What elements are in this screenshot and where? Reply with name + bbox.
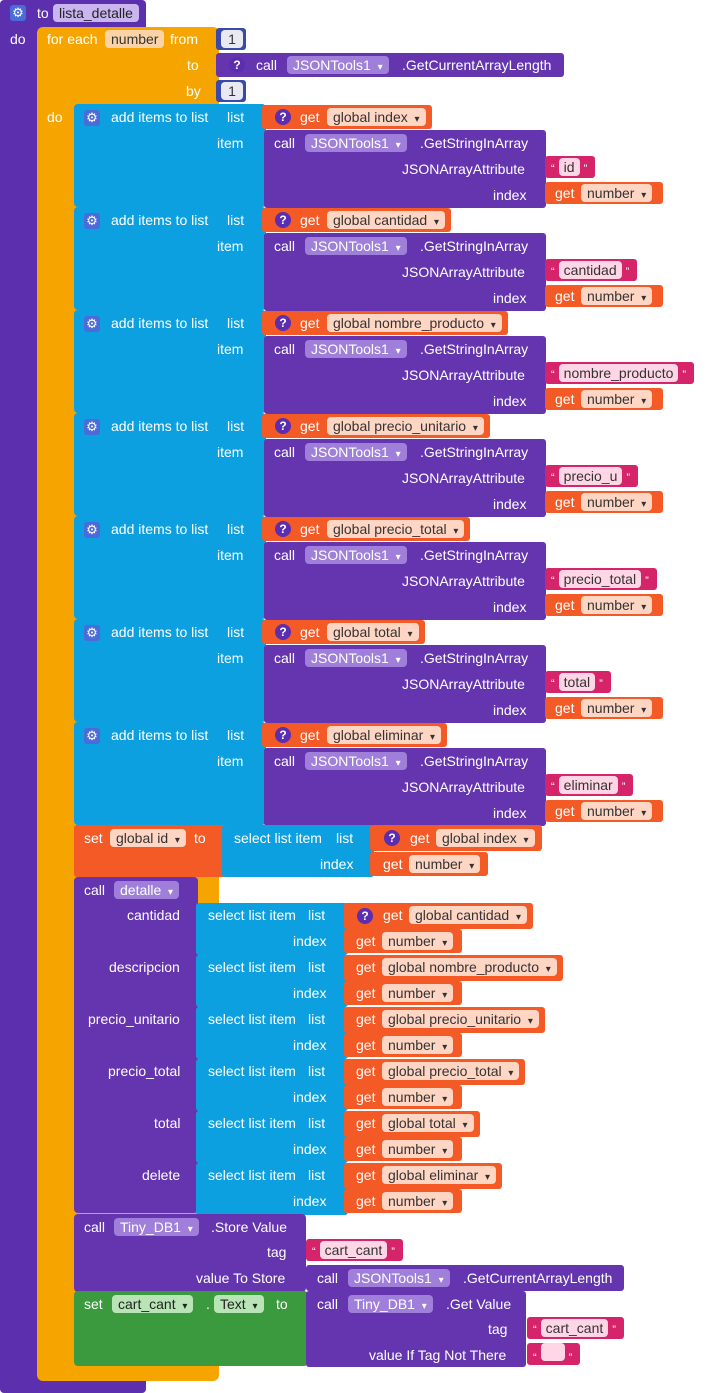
not-there-label: value If Tag Not There	[369, 1347, 507, 1363]
help-icon[interactable]: ?	[229, 57, 245, 73]
gear-icon[interactable]: ⚙	[84, 728, 100, 744]
open-quote: “	[533, 1324, 537, 1336]
text-string	[551, 362, 686, 384]
gear-icon[interactable]: ⚙	[10, 5, 26, 21]
select-label: select list item	[208, 1167, 296, 1183]
string-value[interactable]: id	[559, 158, 580, 176]
global-var-dropdown[interactable]: global precio_unitario ▾	[382, 1010, 539, 1028]
call-label: call	[317, 1270, 339, 1286]
component-dropdown[interactable]: Tiny_DB1 ▾	[348, 1295, 433, 1313]
number-dropdown[interactable]: number ▾	[382, 984, 453, 1002]
set-label: set	[84, 1296, 103, 1312]
open-quote: “	[551, 163, 555, 175]
string-value[interactable]: precio_u	[559, 467, 623, 485]
attribute-label: JSONArrayAttribute	[402, 264, 525, 280]
call-label: call	[274, 547, 296, 563]
close-quote: ”	[682, 369, 687, 381]
get-label: get	[555, 803, 575, 819]
method-label: .Store Value	[211, 1219, 288, 1235]
procedure-dropdown[interactable]: detalle ▾	[114, 881, 179, 899]
get-label: get	[555, 185, 575, 201]
number-dropdown[interactable]: number ▾	[581, 699, 652, 717]
number-dropdown[interactable]: number ▾	[581, 184, 652, 202]
index-label: index	[293, 1141, 327, 1157]
text-string	[533, 1317, 616, 1339]
get-label: get	[356, 1193, 376, 1209]
for-each-label: for each	[47, 31, 98, 47]
item-label: item	[217, 444, 244, 460]
method-label: .GetStringInArray	[420, 547, 529, 563]
method-label: .GetStringInArray	[420, 238, 529, 254]
number-dropdown[interactable]: number ▾	[382, 932, 453, 950]
get-label: get	[410, 830, 430, 846]
param-label: descripcion	[109, 959, 180, 975]
gear-icon[interactable]: ⚙	[84, 213, 100, 229]
call-label: call	[274, 444, 296, 460]
open-quote: “	[551, 781, 555, 793]
index-label: index	[293, 1089, 327, 1105]
global-var-dropdown[interactable]: global precio_total ▾	[327, 520, 464, 538]
global-var-dropdown[interactable]: global nombre_producto ▾	[382, 958, 557, 976]
gear-icon[interactable]: ⚙	[84, 419, 100, 435]
param-label: total	[154, 1115, 181, 1131]
select-label: select list item	[208, 1115, 296, 1131]
method-label: .GetStringInArray	[420, 444, 529, 460]
get-label: get	[383, 907, 403, 923]
get-label: get	[356, 959, 376, 975]
open-quote: “	[551, 472, 555, 484]
number-dropdown[interactable]: number ▾	[382, 1036, 453, 1054]
get-label: get	[300, 212, 320, 228]
method-label: .GetCurrentArrayLength	[402, 57, 552, 73]
component-dropdown[interactable]: JSONTools1 ▾	[305, 752, 407, 770]
open-quote: “	[312, 1246, 316, 1258]
text-string	[551, 156, 587, 178]
get-label: get	[555, 700, 575, 716]
global-var-dropdown[interactable]: global precio_total ▾	[382, 1062, 519, 1080]
close-quote: ”	[583, 163, 588, 175]
global-var-dropdown[interactable]: global cantidad ▾	[409, 906, 527, 924]
string-value[interactable]: cart_cant	[320, 1241, 388, 1259]
component-dropdown[interactable]: JSONTools1 ▾	[305, 649, 407, 667]
select-label: select list item	[208, 1063, 296, 1079]
select-label: select list item	[208, 1011, 296, 1027]
list-label: list	[227, 624, 245, 640]
list-label: list	[308, 1167, 326, 1183]
text-string	[551, 465, 630, 487]
help-icon[interactable]: ?	[275, 109, 291, 125]
string-value[interactable]: cantidad	[559, 261, 622, 279]
index-label: index	[293, 1193, 327, 1209]
text-string	[551, 568, 649, 590]
get-label: get	[300, 521, 320, 537]
gear-icon[interactable]: ⚙	[84, 522, 100, 538]
close-quote: ”	[612, 1324, 616, 1336]
index-label: index	[493, 805, 527, 821]
open-quote: “	[551, 678, 555, 690]
from-label: from	[170, 31, 198, 47]
component-dropdown[interactable]: JSONTools1 ▾	[305, 340, 407, 358]
open-quote: “	[551, 575, 555, 587]
method-label: .GetStringInArray	[420, 135, 529, 151]
index-label: index	[493, 496, 527, 512]
index-label: index	[293, 1037, 327, 1053]
close-quote: ”	[568, 1352, 573, 1364]
global-var-dropdown[interactable]: global id ▾	[110, 829, 186, 847]
call-label: call	[256, 57, 278, 73]
method-label: .GetStringInArray	[420, 753, 529, 769]
list-label: list	[308, 959, 326, 975]
number-dropdown[interactable]: number ▾	[382, 1088, 453, 1106]
do-label: do	[10, 31, 26, 47]
help-icon[interactable]: ?	[275, 315, 291, 331]
gear-icon[interactable]: ⚙	[84, 625, 100, 641]
attribute-label: JSONArrayAttribute	[402, 470, 525, 486]
attribute-label: JSONArrayAttribute	[402, 573, 525, 589]
select-label: select list item	[208, 907, 296, 923]
component-dropdown[interactable]: JSONTools1 ▾	[305, 134, 407, 152]
call-label: call	[274, 341, 296, 357]
index-label: index	[320, 856, 354, 872]
global-var-dropdown[interactable]: global total ▾	[382, 1114, 474, 1132]
list-label: list	[308, 1115, 326, 1131]
get-label: get	[356, 1141, 376, 1157]
do-label: do	[47, 109, 63, 125]
get-label: get	[356, 1115, 376, 1131]
index-label: index	[293, 985, 327, 1001]
open-quote: “	[551, 266, 555, 278]
to-label: to	[37, 5, 49, 21]
get-label: get	[300, 109, 320, 125]
method-label: .GetStringInArray	[420, 341, 529, 357]
text-string	[533, 1343, 572, 1365]
list-label: list	[227, 212, 245, 228]
global-var-dropdown[interactable]: global total ▾	[327, 623, 419, 641]
get-label: get	[356, 933, 376, 949]
open-quote: “	[533, 1352, 537, 1364]
index-label: index	[493, 599, 527, 615]
list-label: list	[227, 521, 245, 537]
close-quote: ”	[645, 575, 649, 587]
open-quote: “	[551, 369, 555, 381]
help-icon[interactable]: ?	[275, 418, 291, 434]
get-label: get	[555, 494, 575, 510]
component-dropdown[interactable]: JSONTools1 ▾	[305, 546, 407, 564]
gear-icon[interactable]: ⚙	[84, 316, 100, 332]
item-label: item	[217, 238, 244, 254]
list-label: list	[308, 1063, 326, 1079]
close-quote: ”	[599, 678, 603, 690]
get-label: get	[300, 315, 320, 331]
item-label: item	[217, 650, 244, 666]
add-items-label: add items to list	[111, 109, 209, 125]
item-label: item	[217, 135, 244, 151]
param-label: delete	[142, 1167, 181, 1183]
help-icon[interactable]: ?	[384, 830, 400, 846]
string-value[interactable]: precio_total	[559, 570, 641, 588]
get-label: get	[356, 1167, 376, 1183]
global-var-dropdown[interactable]: global eliminar ▾	[327, 726, 441, 744]
close-quote: ”	[621, 781, 626, 793]
number-dropdown[interactable]: number ▾	[382, 1192, 453, 1210]
string-value[interactable]: eliminar	[559, 776, 618, 794]
add-items-label: add items to list	[111, 418, 209, 434]
call-label: call	[274, 753, 296, 769]
gear-icon[interactable]: ⚙	[84, 110, 100, 126]
number-dropdown[interactable]: number ▾	[581, 596, 652, 614]
index-label: index	[493, 187, 527, 203]
method-label: .Get Value	[446, 1296, 512, 1312]
close-quote: ”	[391, 1246, 395, 1258]
list-label: list	[308, 907, 326, 923]
component-dropdown[interactable]: JSONTools1 ▾	[348, 1269, 450, 1287]
string-value[interactable]: nombre_producto	[559, 364, 679, 382]
string-value[interactable]: total	[559, 673, 595, 691]
get-label: get	[356, 1089, 376, 1105]
number-dropdown[interactable]: number ▾	[581, 287, 652, 305]
number-dropdown[interactable]: number ▾	[382, 1140, 453, 1158]
attribute-label: JSONArrayAttribute	[402, 676, 525, 692]
text-string	[551, 774, 625, 796]
item-label: item	[217, 753, 244, 769]
text-string	[551, 671, 603, 693]
param-label: cantidad	[127, 907, 180, 923]
index-label: index	[493, 290, 527, 306]
select-label: select list item	[208, 959, 296, 975]
by-label: by	[186, 83, 201, 99]
global-var-dropdown[interactable]: global index ▾	[327, 108, 426, 126]
number-dropdown[interactable]: number ▾	[409, 855, 480, 873]
item-label: item	[217, 547, 244, 563]
get-label: get	[555, 288, 575, 304]
string-value[interactable]: cart_cant	[541, 1319, 609, 1337]
number-dropdown[interactable]: number ▾	[581, 390, 652, 408]
get-label: get	[555, 597, 575, 613]
by-number-value[interactable]: 1	[221, 82, 243, 100]
get-label: get	[356, 1011, 376, 1027]
get-label: get	[300, 624, 320, 640]
global-var-dropdown[interactable]: global nombre_producto ▾	[327, 314, 502, 332]
help-icon[interactable]: ?	[275, 624, 291, 640]
from-number-value[interactable]: 1	[221, 30, 243, 48]
help-icon[interactable]: ?	[275, 212, 291, 228]
param-label: precio_unitario	[88, 1011, 180, 1027]
component-dropdown[interactable]: cart_cant ▾	[112, 1295, 193, 1313]
get-label: get	[356, 1063, 376, 1079]
component-dropdown[interactable]: JSONTools1 ▾	[305, 443, 407, 461]
add-items-label: add items to list	[111, 315, 209, 331]
index-label: index	[493, 393, 527, 409]
help-icon[interactable]: ?	[357, 908, 373, 924]
text-string	[551, 259, 629, 281]
set-label: set	[84, 830, 103, 846]
call-label: call	[274, 650, 296, 666]
call-label: call	[274, 135, 296, 151]
item-label: item	[217, 341, 244, 357]
list-label: list	[308, 1011, 326, 1027]
close-quote: ”	[626, 472, 631, 484]
list-label: list	[336, 830, 354, 846]
get-label: get	[356, 1037, 376, 1053]
text-string	[312, 1239, 395, 1261]
close-quote: ”	[625, 266, 630, 278]
call-label: call	[84, 882, 106, 898]
add-items-label: add items to list	[111, 624, 209, 640]
number-dropdown[interactable]: number ▾	[581, 493, 652, 511]
value-to-store-label: value To Store	[196, 1270, 286, 1286]
call-label: call	[317, 1296, 339, 1312]
param-label: precio_total	[108, 1063, 181, 1079]
component-dropdown[interactable]: JSONTools1 ▾	[305, 237, 407, 255]
list-label: list	[227, 418, 245, 434]
to-label: to	[187, 57, 199, 73]
get-label: get	[300, 727, 320, 743]
add-items-label: add items to list	[111, 727, 209, 743]
call-label: call	[274, 238, 296, 254]
get-label: get	[383, 856, 403, 872]
tag-label: tag	[488, 1321, 508, 1337]
select-label: select list item	[234, 830, 322, 846]
list-label: list	[227, 315, 245, 331]
attribute-label: JSONArrayAttribute	[402, 367, 525, 383]
add-items-label: add items to list	[111, 521, 209, 537]
list-label: list	[227, 109, 245, 125]
global-var-dropdown[interactable]: global index ▾	[436, 829, 535, 847]
list-label: list	[227, 727, 245, 743]
index-label: index	[293, 933, 327, 949]
global-var-dropdown[interactable]: global precio_unitario ▾	[327, 417, 484, 435]
loop-variable-field[interactable]: number	[105, 30, 164, 48]
global-var-dropdown[interactable]: global eliminar ▾	[382, 1166, 496, 1184]
component-dropdown[interactable]: JSONTools1 ▾	[287, 56, 389, 74]
component-dropdown[interactable]: Tiny_DB1 ▾	[114, 1218, 199, 1236]
method-label: .GetCurrentArrayLength	[463, 1270, 613, 1286]
procedure-name-field[interactable]: lista_detalle	[53, 4, 139, 22]
get-label: get	[356, 985, 376, 1001]
help-icon[interactable]: ?	[275, 727, 291, 743]
global-var-dropdown[interactable]: global cantidad ▾	[327, 211, 445, 229]
property-dropdown[interactable]: Text ▾	[214, 1295, 264, 1313]
number-dropdown[interactable]: number ▾	[581, 802, 652, 820]
help-icon[interactable]: ?	[275, 521, 291, 537]
get-label: get	[555, 391, 575, 407]
add-items-label: add items to list	[111, 212, 209, 228]
to-label: to	[276, 1296, 288, 1312]
call-label: call	[84, 1219, 106, 1235]
get-label: get	[300, 418, 320, 434]
call-detalle-block[interactable]	[74, 877, 198, 1213]
method-label: .GetStringInArray	[420, 650, 529, 666]
index-label: index	[493, 702, 527, 718]
attribute-label: JSONArrayAttribute	[402, 779, 525, 795]
dot-label: .	[206, 1296, 210, 1312]
attribute-label: JSONArrayAttribute	[402, 161, 525, 177]
string-value[interactable]	[541, 1343, 565, 1361]
to-label: to	[194, 830, 206, 846]
tag-label: tag	[267, 1244, 287, 1260]
